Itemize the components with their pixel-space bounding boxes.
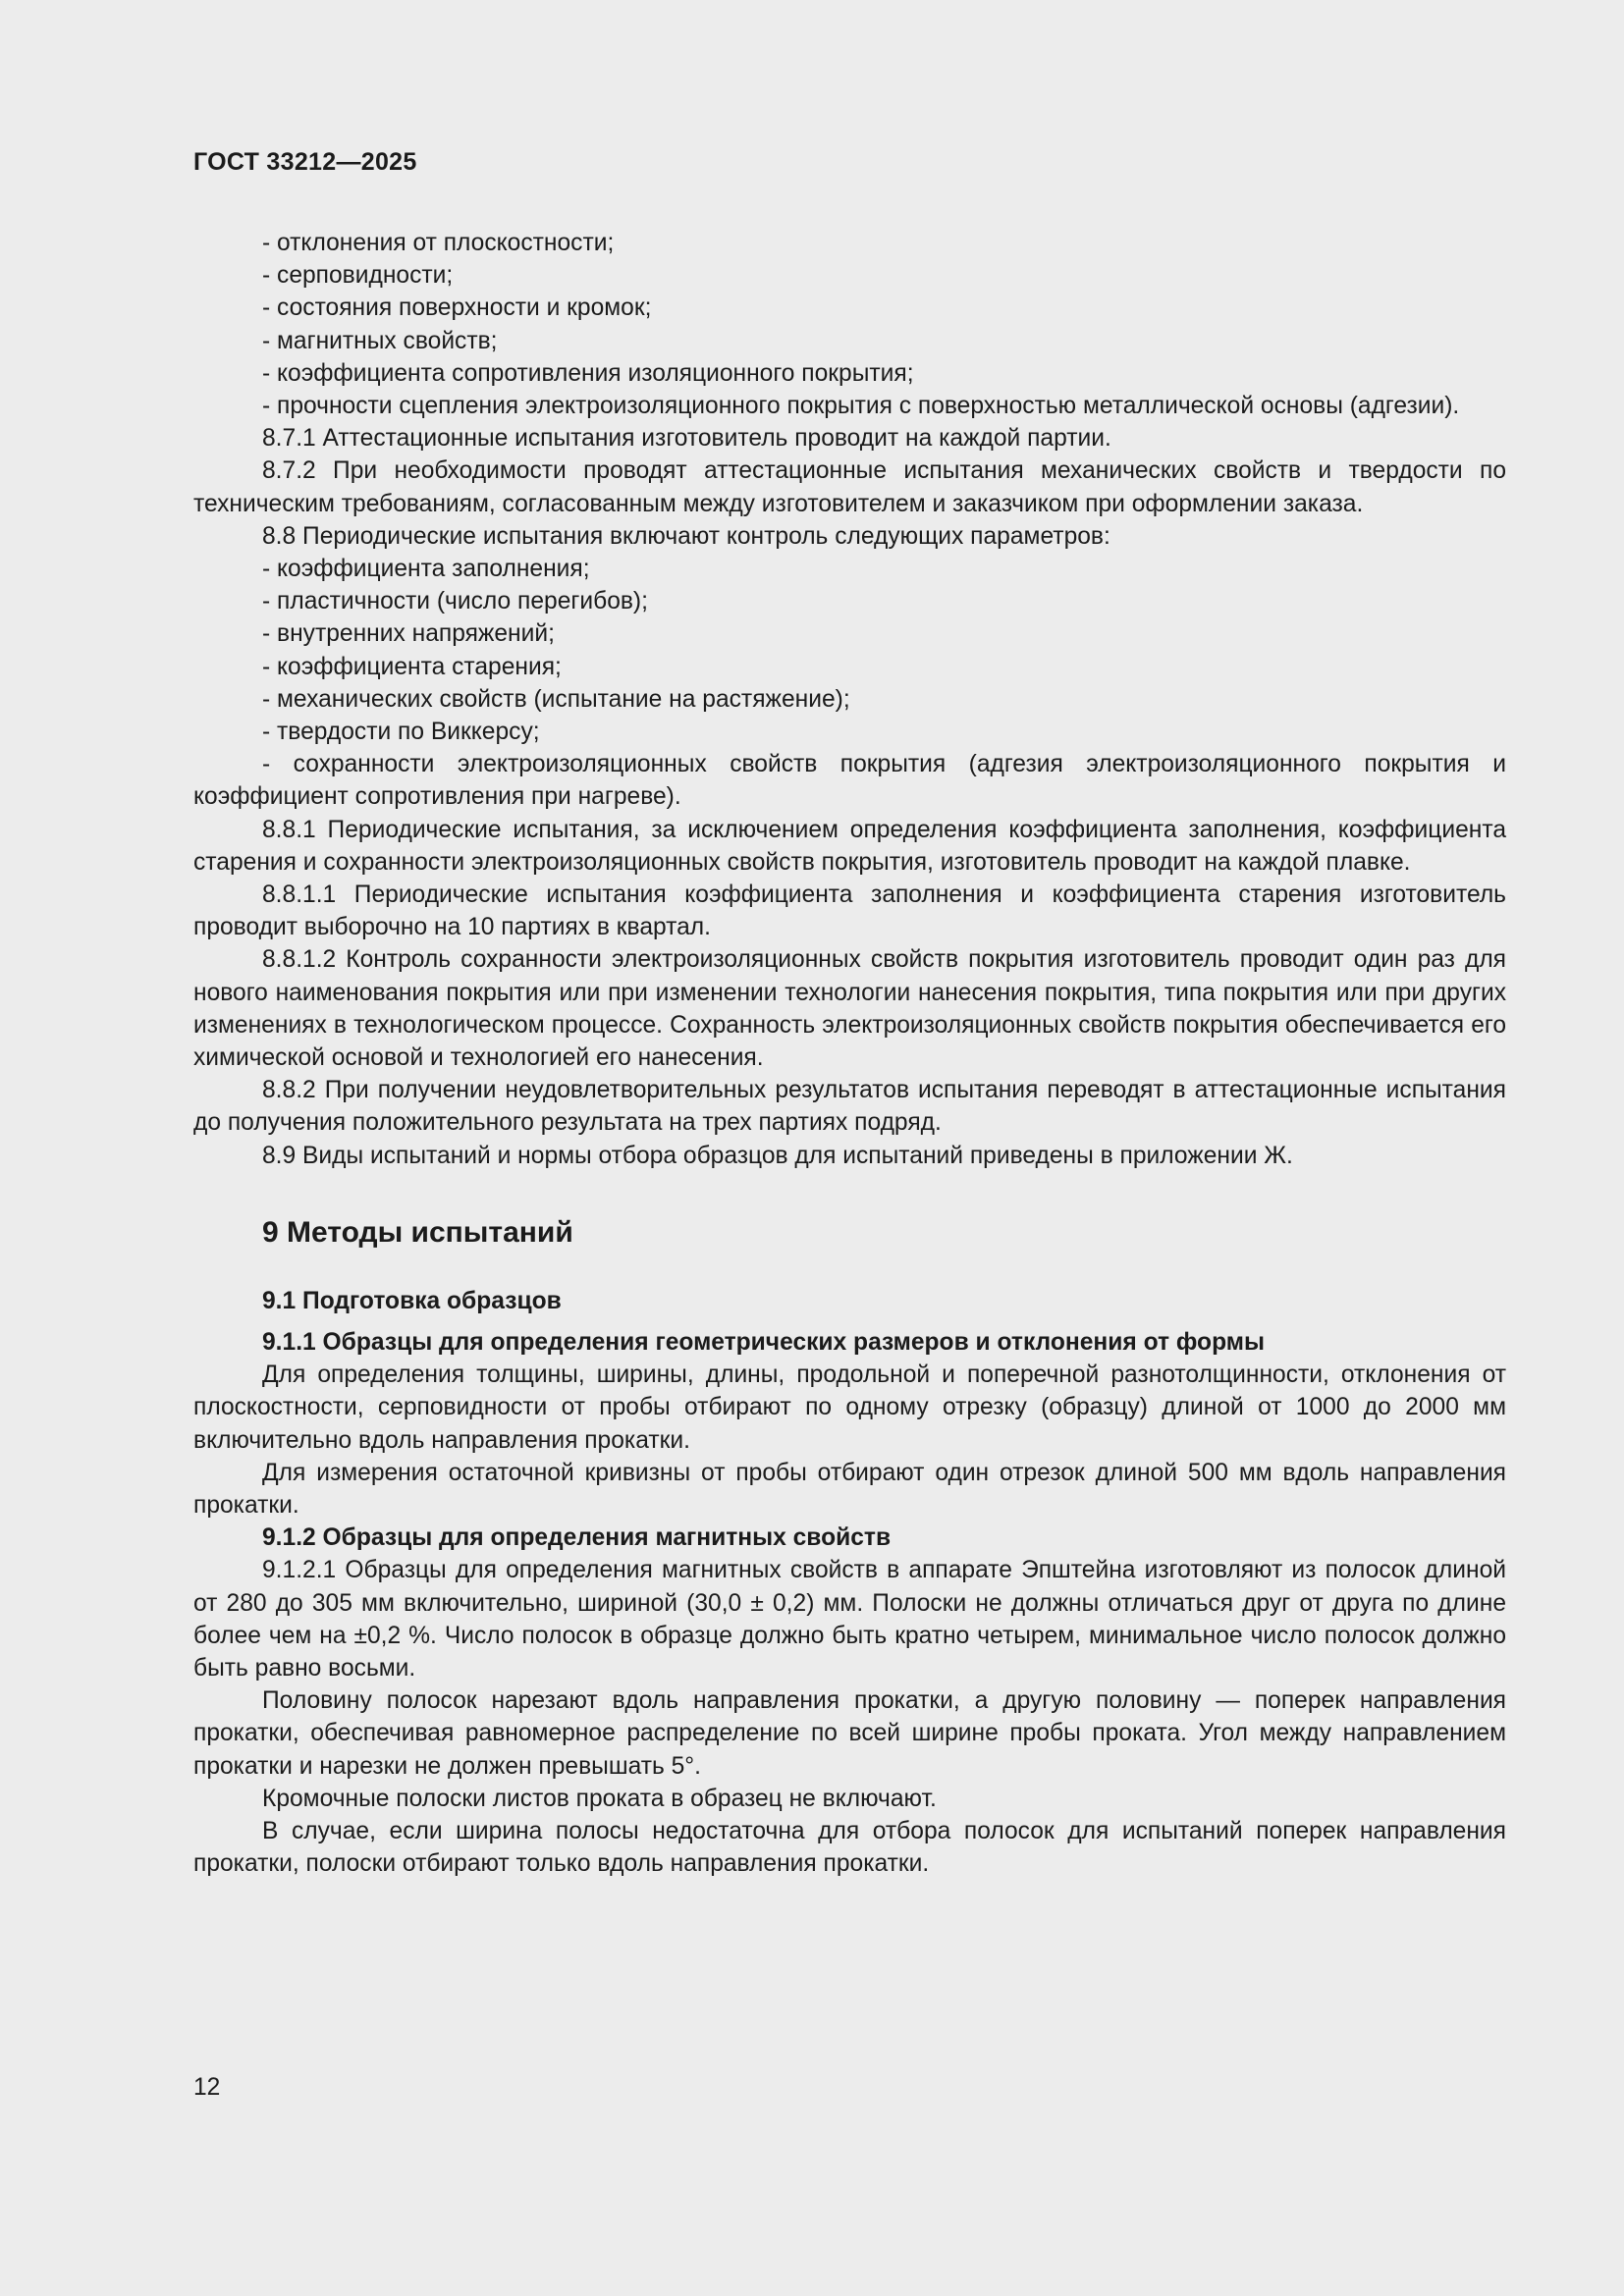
list-item: - прочности сцепления электроизоляционного покрытия с поверхностью металлической основы (адгезии). — [262, 393, 1460, 420]
list-item: - механических свойств (испытание на растяжение); — [262, 685, 850, 713]
paragraph-9-1-2-b: Половину полосок нарезают вдоль направления прокатки, а другую половину — поперек направления прокатки, обеспечивая равномерное распределение по всей ширине пробы проката. Угол между направлением прокатки и нарезки не должен превышать 5°. — [193, 1687, 1506, 1780]
paragraph-8-8: 8.8 Периодические испытания включают контроль следующих параметров: — [262, 522, 1110, 550]
list-item: - коэффициента заполнения; — [262, 556, 590, 583]
list-item: - отклонения от плоскостности; — [262, 230, 615, 256]
list-item: - внутренних напряжений; — [262, 620, 555, 648]
subsection-9-1-1-heading: 9.1.1 Образцы для определения геометрических размеров и отклонения от формы — [262, 1328, 1265, 1356]
section-9-heading: 9 Методы испытаний — [262, 1215, 573, 1249]
paragraph-9-1-1-b: Для измерения остаточной кривизны от пробы отбирают один отрезок длиной 500 мм вдоль направления прокатки. — [193, 1459, 1506, 1519]
paragraph-8-7-2: 8.7.2 При необходимости проводят аттестационные испытания механических свойств и твердости по техническим требованиям, согласованным между изготовителем и заказчиком при оформлении заказа. — [193, 457, 1506, 517]
list-item: - пластичности (число перегибов); — [262, 588, 648, 615]
paragraph-8-8-2: 8.8.2 При получении неудовлетворительных результатов испытания переводят в аттестационные испытания до получения положительного результата на трех партиях подряд. — [193, 1077, 1506, 1137]
document-body — [193, 227, 1506, 1880]
paragraph-8-7-1: 8.7.1 Аттестационные испытания изготовитель проводит на каждой партии. — [262, 425, 1111, 453]
document-code-header: ГОСТ 33212—2025 — [193, 148, 417, 176]
paragraph-8-8-1: 8.8.1 Периодические испытания, за исключением определения коэффициента заполнения, коэффициента старения и сохранности электроизоляционных свойств покрытия, изготовитель проводит на каждой плавке. — [193, 816, 1506, 876]
paragraph-9-1-2-c: Кромочные полоски листов проката в образец не включают. — [262, 1785, 937, 1812]
subsection-9-1-heading: 9.1 Подготовка образцов — [262, 1287, 562, 1314]
paragraph-8-8-1-2: 8.8.1.2 Контроль сохранности электроизоляционных свойств покрытия изготовитель проводит один раз для нового наименования покрытия или при изменении технологии нанесения покрытия, типа покрытия или при других изменениях в технологическом процессе. Сохранность электроизоляционных свойств покрытия обеспечивается его химической основой и технологией его нанесения. — [193, 946, 1506, 1072]
list-item: - коэффициента старения; — [262, 653, 562, 680]
paragraph-9-1-2-d: В случае, если ширина полосы недостаточна для отбора полосок для испытаний поперек направления прокатки, полоски отбирают только вдоль направления прокатки. — [193, 1817, 1506, 1878]
list-item: - состояния поверхности и кромок; — [262, 294, 652, 322]
list-item: - магнитных свойств; — [262, 327, 498, 354]
paragraph-9-1-1-a: Для определения толщины, ширины, длины, продольной и поперечной разнотолщинности, отклонения от плоскостности, серповидности от пробы отбирают по одному отрезку (образцу) длиной от 1000 до 2000 мм включительно вдоль направления прокатки. — [193, 1362, 1506, 1454]
list-item: - серповидности; — [262, 262, 454, 290]
document-page — [193, 0, 1506, 2296]
paragraph-9-1-2-1: 9.1.2.1 Образцы для определения магнитных свойств в аппарате Эпштейна изготовляют из полосок длиной от 280 до 305 мм включительно, шириной (30,0 ± 0,2) мм. Полоски не должны отличаться друг от друга по длине более чем на ±0,2 %. Число полосок в образце должно быть кратно четырем, минимальное число полосок должно быть равно восьми. — [193, 1557, 1506, 1682]
paragraph-8-8-1-1: 8.8.1.1 Периодические испытания коэффициента заполнения и коэффициента старения изготовитель проводит выборочно на 10 партиях в квартал. — [193, 881, 1506, 941]
list-item: - твердости по Виккерсу; — [262, 719, 540, 746]
list-item: - сохранности электроизоляционных свойств покрытия (адгезия электроизоляционного покрытия и коэффициент сопротивления при нагреве). — [193, 751, 1506, 811]
paragraph-8-9: 8.9 Виды испытаний и нормы отбора образцов для испытаний приведены в приложении Ж. — [262, 1142, 1293, 1169]
page-number: 12 — [193, 2074, 221, 2101]
subsection-9-1-2-heading: 9.1.2 Образцы для определения магнитных свойств — [262, 1524, 892, 1552]
list-item: - коэффициента сопротивления изоляционного покрытия; — [262, 359, 914, 387]
